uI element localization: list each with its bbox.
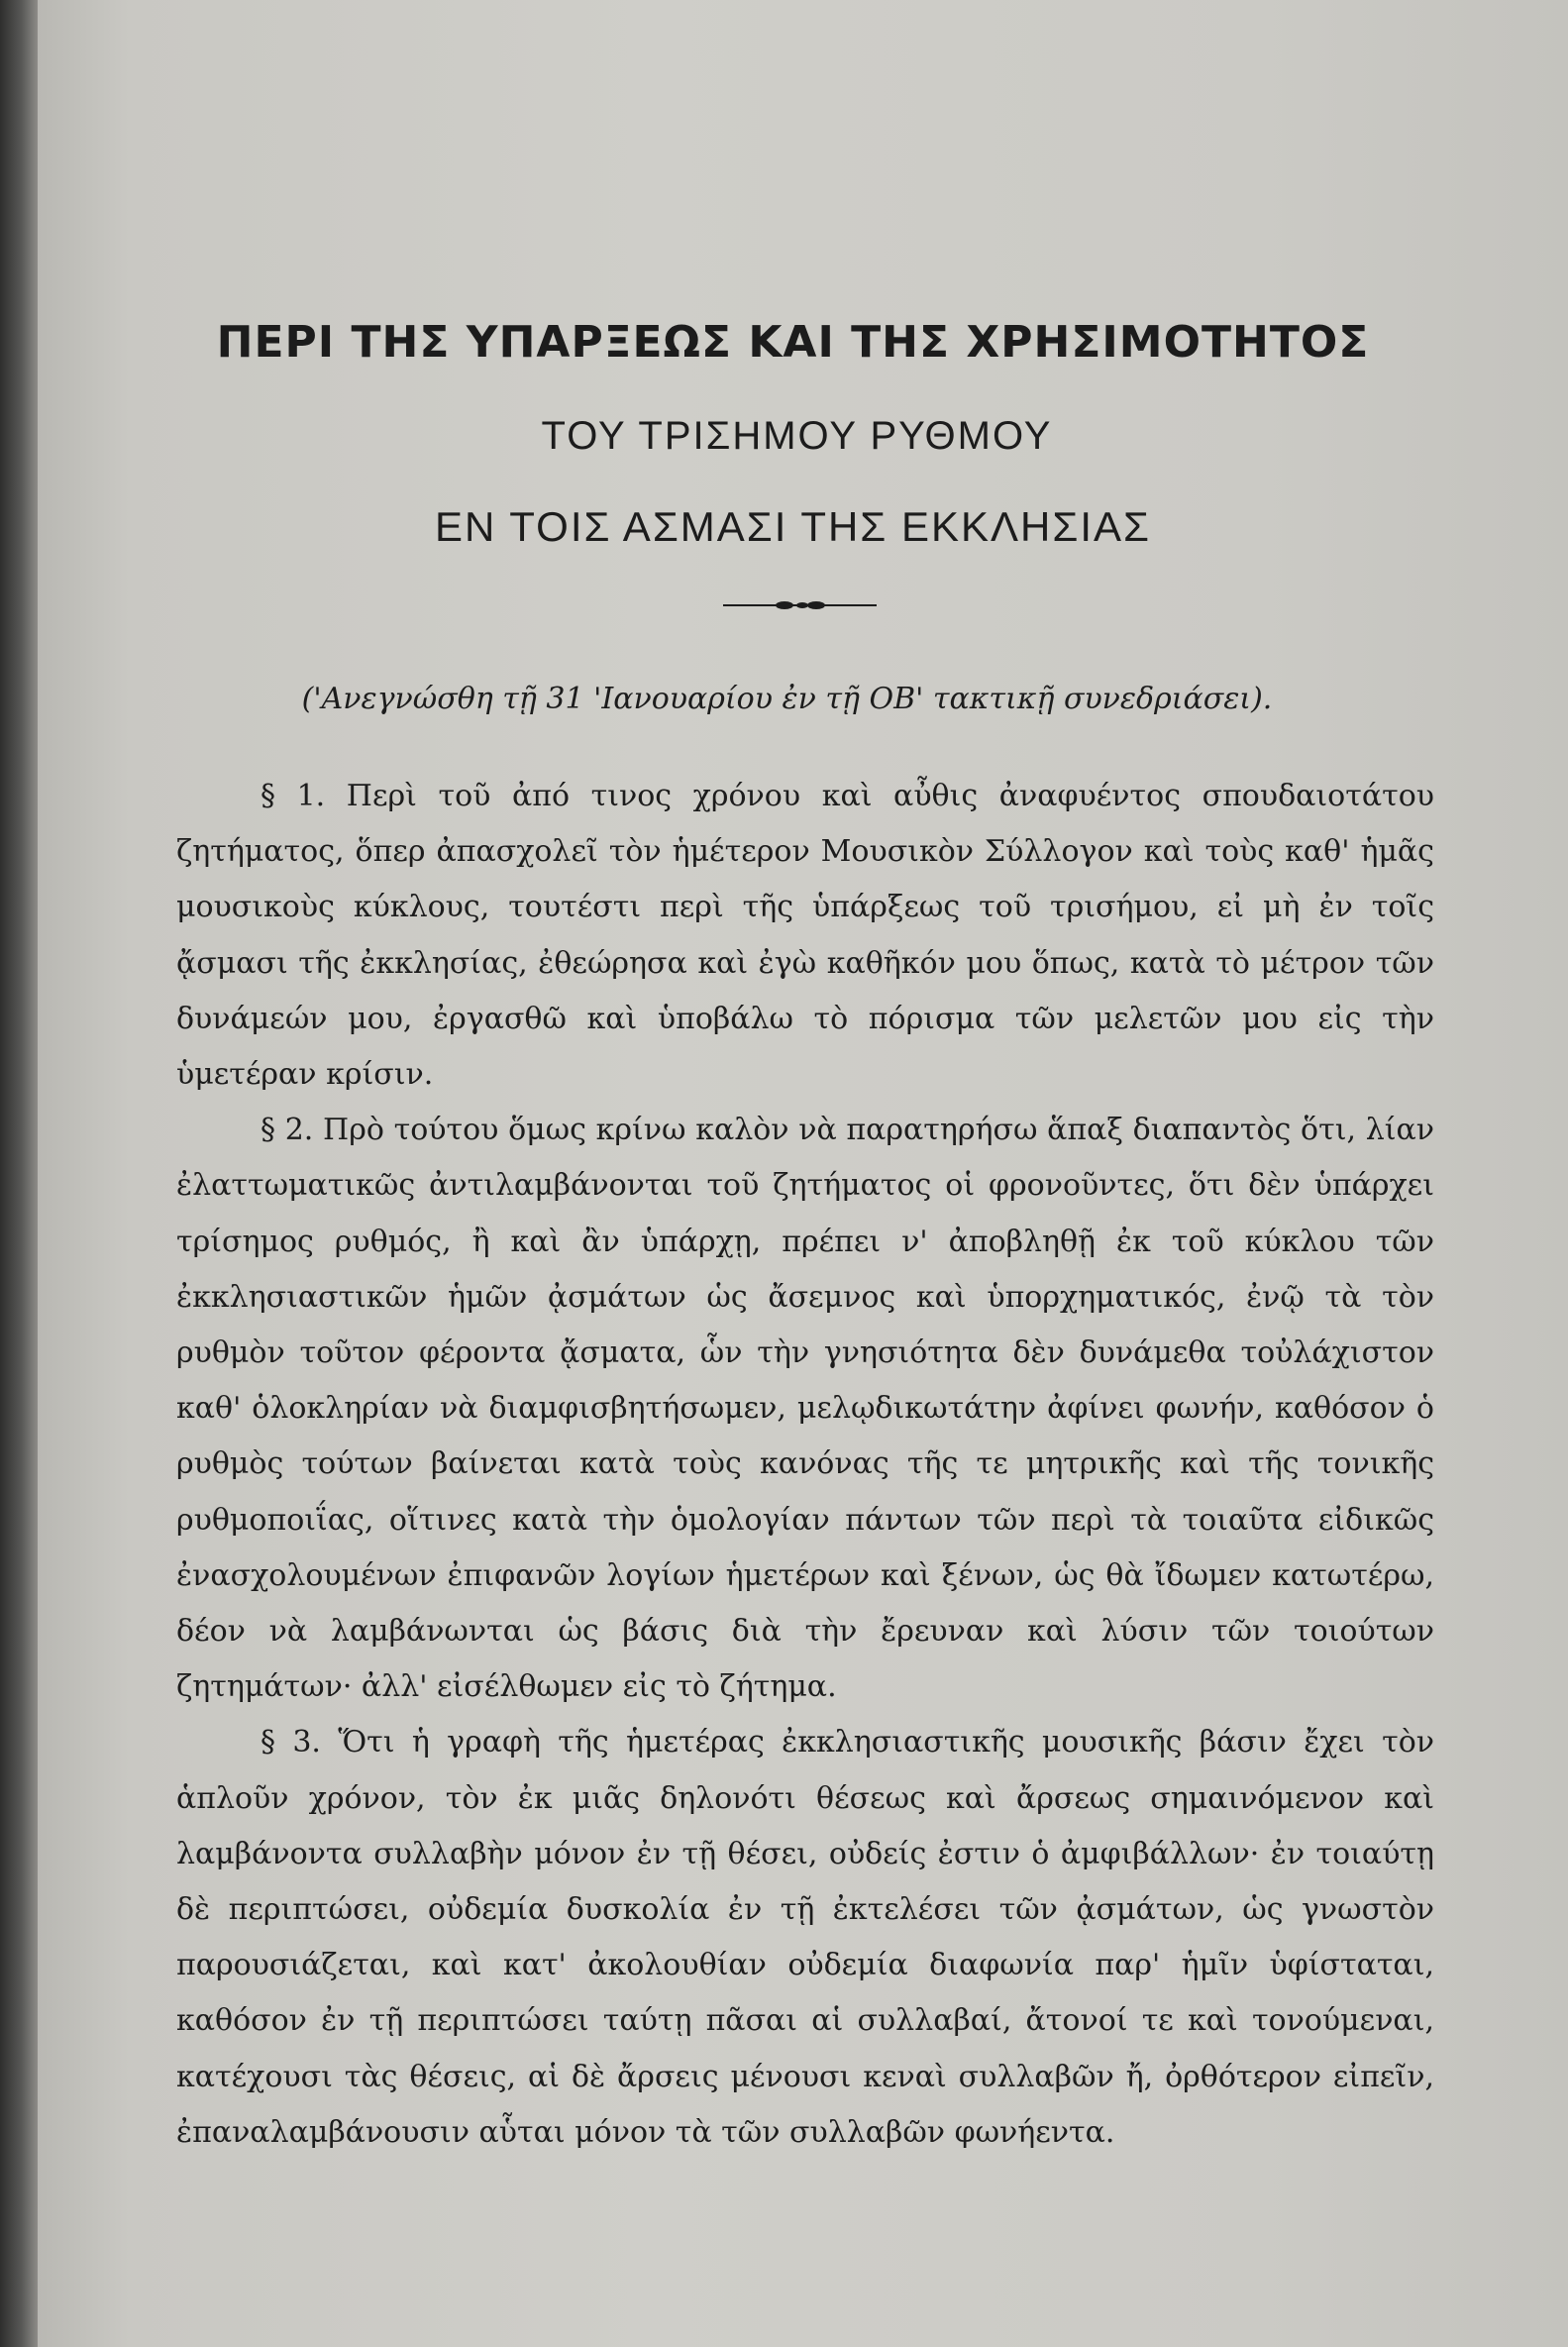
page-title: ΠΕΡΙ ΤΗΣ ΥΠΑΡΞΕΩΣ ΚΑΙ ΤΗΣ ΧΡΗΣΙΜΟΤΗΤΟΣ <box>216 317 1370 368</box>
title-line-3: ΕΝ ΤΟΙΣ ΑΣΜΑΣΙ ΤΗΣ ΕΚΚΛΗΣΙΑΣ <box>435 503 1151 550</box>
ornament-divider <box>723 597 877 613</box>
book-page <box>38 0 1568 2347</box>
title-line-2: ΤΟΥ ΤΡΙΣΗΜΟΥ ΡΥΘΜΟΥ <box>541 414 1053 458</box>
reading-note: ('Ανεγνώσθη τῇ 31 'Ιανουαρίου ἐν τῇ ΟΒ' τακτικῇ συνεδριάσει). <box>301 682 1273 716</box>
paragraph-1: § 1. Περὶ τοῦ ἀπό τινος χρόνου καὶ αὖθις ἀναφυέντος σπουδαιοτάτου ζητήματος, ὅπερ ἀπασχολεῖ τὸν ἡμέτερον Μουσικὸν Σύλλογον καὶ τοὺς καθ' ἡμᾶς μουσικοὺς κύκλους, τουτέστι περὶ τῆς ὑπάρξεως τοῦ τρισήμου, εἰ μὴ ἐν τοῖς ᾄσμασι τῆς ἐκκλησίας, ἐθεώρησα καὶ ἐγὼ καθῆκόν μου ὅπως, κατὰ τὸ μέτρον τῶν δυνάμεών μου, ἐργασθῶ καὶ ὑποβάλω τὸ πόρισμα τῶν μελετῶν μου εἰς τὴν ὑμετέραν κρίσιν. <box>176 779 1434 1093</box>
body-text <box>176 769 1434 2161</box>
paragraph-2: § 2. Πρὸ τούτου ὅμως κρίνω καλὸν νὰ παρατηρήσω ἅπαξ διαπαντὸς ὅτι, λίαν ἐλαττωματικῶς ἀντιλαμβάνονται τοῦ ζητήματος οἱ φρονοῦντες, ὅτι δὲν ὑπάρχει τρίσημος ρυθμός, ἢ καὶ ἂν ὑπάρχῃ, πρέπει ν' ἀποβληθῇ ἐκ τοῦ κύκλου τῶν ἐκκλησιαστικῶν ἡμῶν ᾀσμάτων ὡς ἄσεμνος καὶ ὑπορχηματικός, ἐνῷ τὰ τὸν ρυθμὸν τοῦτον φέροντα ᾄσματα, ὧν τὴν γνησιότητα δὲν δυνάμεθα τοὐλάχιστον καθ' ὁλοκληρίαν νὰ διαμφισβητήσωμεν, μελῳδικωτάτην ἀφίνει φωνήν, καθόσον ὁ ρυθμὸς τούτων βαίνεται κατὰ τοὺς κανόνας τῆς τε μητρικῆς καὶ τῆς τονικῆς ρυθμοποιΐας, οἵτινες κατὰ τὴν ὁμολογίαν πάντων τῶν περὶ τὰ τοιαῦτα εἰδικῶς ἐνασχολουμένων ἐπιφανῶν λογίων ἡμετέρων καὶ ξένων, ὡς θὰ ἴδωμεν κατωτέρω, δέον νὰ λαμβάνωνται ὡς βάσις διὰ τὴν ἔρευναν καὶ λύσιν τῶν τοιούτων ζητημάτων· ἀλλ' εἰσέλθωμεν εἰς τὸ ζήτημα. <box>176 1113 1434 1705</box>
paragraph-3: § 3. Ὅτι ἡ γραφὴ τῆς ἡμετέρας ἐκκλησιαστικῆς μουσικῆς βάσιν ἔχει τὸν ἁπλοῦν χρόνον, τὸν ἐκ μιᾶς δηλονότι θέσεως καὶ ἄρσεως σημαινόμενον καὶ λαμβάνοντα συλλαβὴν μόνον ἐν τῇ θέσει, οὐδείς ἐστιν ὁ ἀμφιβάλλων· ἐν τοιαύτῃ δὲ περιπτώσει, οὐδεμία δυσκολία ἐν τῇ ἐκτελέσει τῶν ᾀσμάτων, ὡς γνωστὸν παρουσιάζεται, καὶ κατ' ἀκολουθίαν οὐδεμία διαφωνία παρ' ἡμῖν ὑφίσταται, καθόσον ἐν τῇ περιπτώσει ταύτῃ πᾶσαι αἱ συλλαβαί, ἄτονοί τε καὶ τονούμεναι, κατέχουσι τὰς θέσεις, αἱ δὲ ἄρσεις μένουσι κεναὶ συλλαβῶν ἤ, ὀρθότερον εἰπεῖν, ἐπαναλαμβάνουσιν αὗται μόνον τὰ τῶν συλλαβῶν φωνήεντα. <box>176 1725 1434 2150</box>
